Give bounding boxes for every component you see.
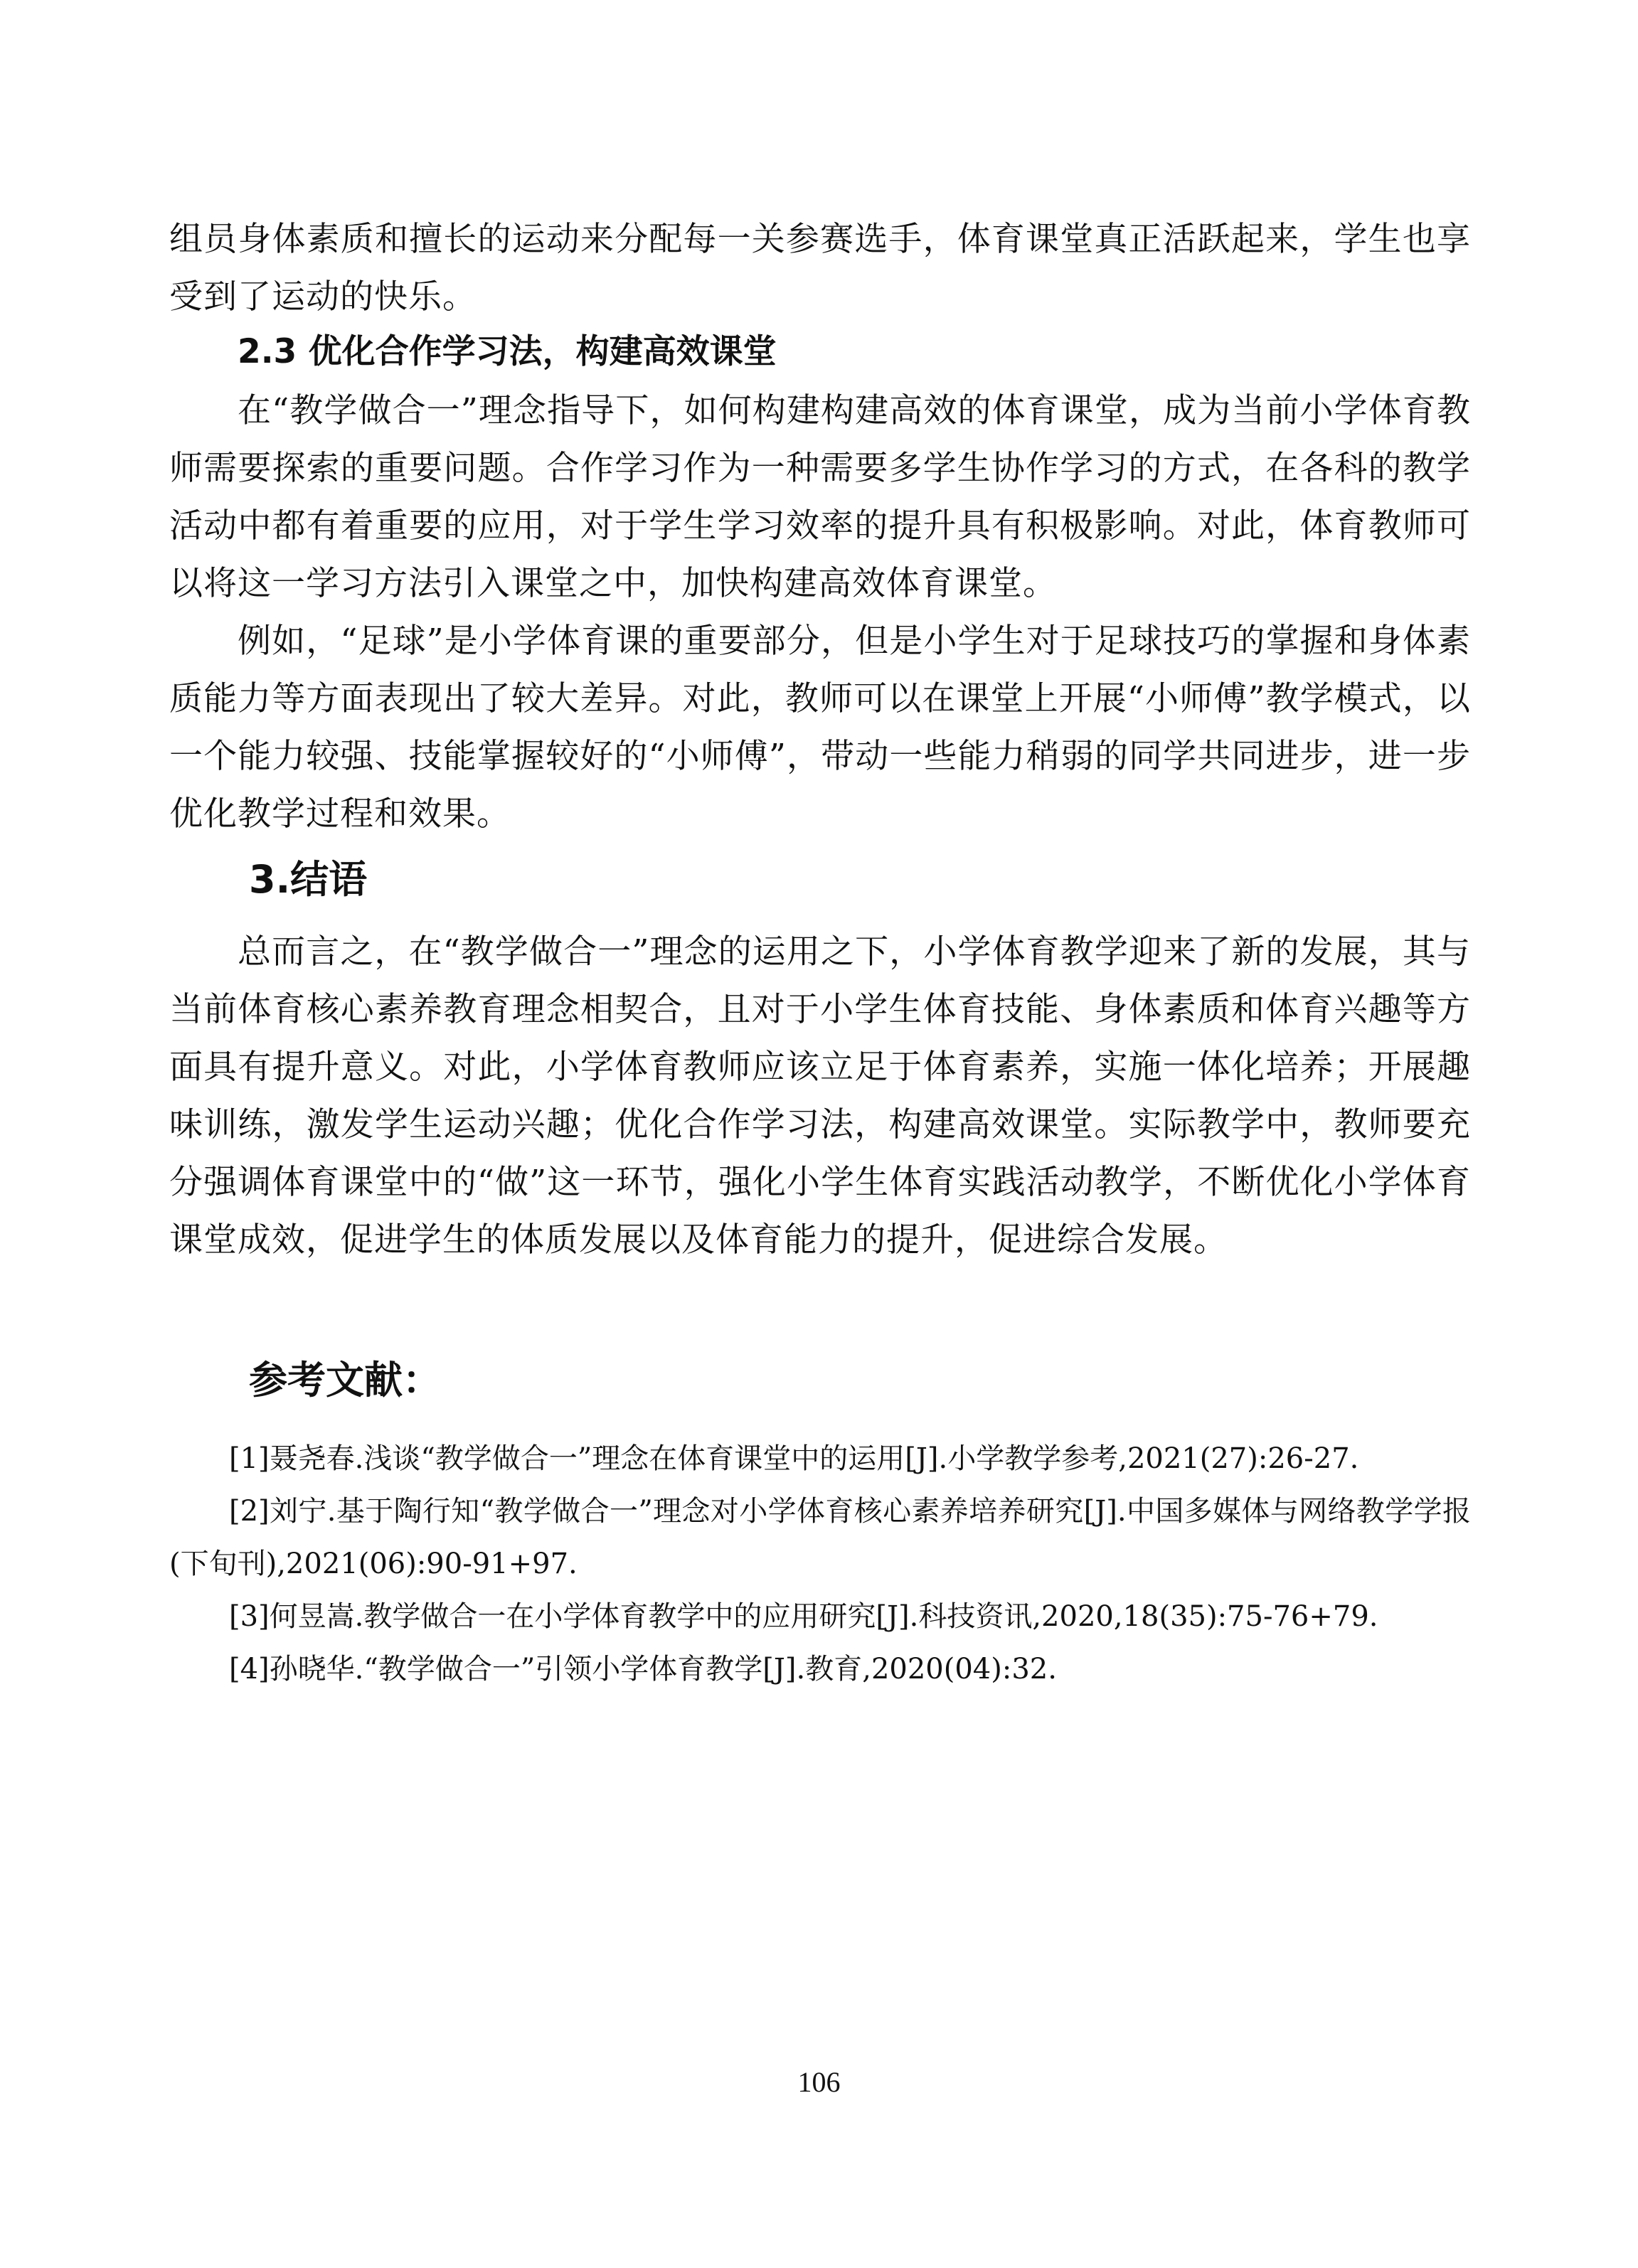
references-heading: 参考文献： [249,1358,441,1402]
reference-item: [2]刘宁.基于陶行知“教学做合一”理念对小学体育核心素养培养研究[J].中国多媒体与网络教学学报(下旬刊),2021(06):90-91+97. [169,1495,1471,1580]
section-heading-conclusion: 3.结语 [249,857,368,902]
paragraph-continuation: 组员身体素质和擅长的运动来分配每一关参赛选手，体育课堂真正活跃起来，学生也享受到了运动的快乐。 [169,220,1471,316]
reference-item: [1]聂尧春.浅谈“教学做合一”理念在体育课堂中的运用[J].小学教学参考,2021(27):26-27. [229,1442,1359,1475]
paragraph-football-example: 例如，“足球”是小学体育课的重要部分，但是小学生对于足球技巧的掌握和身体素质能力等方面表现出了较大差异。对此，教师可以在课堂上开展“小师傅”教学模式，以一个能力较强、技能掌握较好的“小师傅”，带动一些能力稍弱的同学共同进步，进一步优化教学过程和效果。 [169,622,1471,834]
section-heading-2-3: 2.3 优化合作学习法，构建高效课堂 [238,332,777,371]
paragraph-conclusion: 总而言之，在“教学做合一”理念的运用之下，小学体育教学迎来了新的发展，其与当前体育核心素养教育理念相契合，且对于小学生体育技能、身体素质和体育兴趣等方面具有提升意义。对此，小学体育教师应该立足于体育素养，实施一体化培养；开展趣味训练，激发学生运动兴趣；优化合作学习法，构建高效课堂。实际教学中，教师要充分强调体育课堂中的“做”这一环节，强化小学生体育实践活动教学，不断优化小学体育课堂成效，促进学生的体质发展以及体育能力的提升，促进综合发展。 [169,932,1471,1260]
reference-item: [4]孙晓华.“教学做合一”引领小学体育教学[J].教育,2020(04):32. [229,1653,1057,1686]
paragraph-cooperative-learning: 在“教学做合一”理念指导下，如何构建构建高效的体育课堂，成为当前小学体育教师需要探索的重要问题。合作学习作为一种需要多学生协作学习的方式，在各科的教学活动中都有着重要的应用，对于学生学习效率的提升具有积极影响。对此，体育教师可以将这一学习方法引入课堂之中，加快构建高效体育课堂。 [169,391,1471,603]
reference-item: [3]何昱嵩.教学做合一在小学体育教学中的应用研究[J].科技资讯,2020,18(35):75-76+79. [229,1600,1378,1633]
page-number: 106 [797,2066,841,2098]
reference-list [169,1432,1471,1695]
